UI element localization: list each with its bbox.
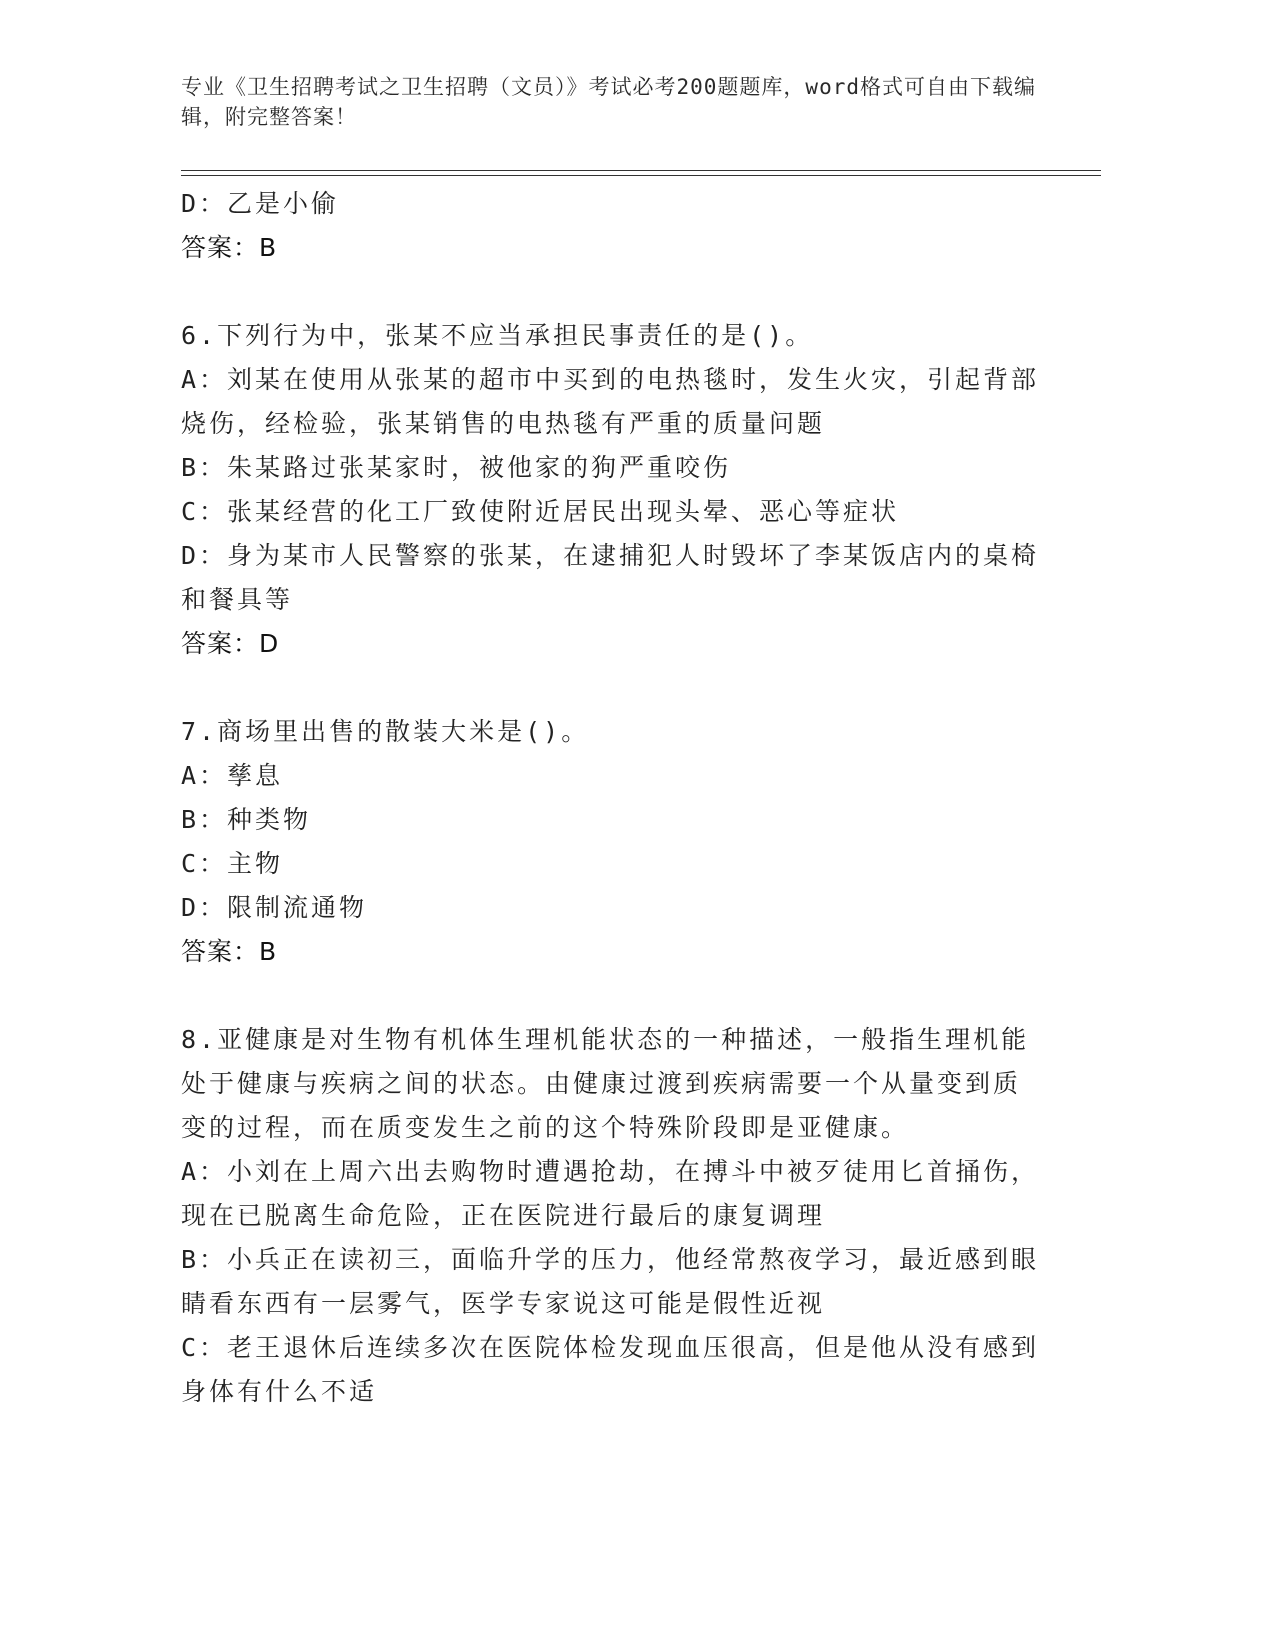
answer-line: 答案：B (181, 233, 278, 262)
document-header (181, 72, 1041, 132)
option-a: A：刘某在使用从张某的超市中买到的电热毯时，发生火灾，引起背部烧伤，经检验，张某销售的电热毯有严重的质量问题 (181, 365, 1040, 438)
question-stem: 6.下列行为中，张某不应当承担民事责任的是()。 (181, 321, 814, 350)
question-7 (181, 710, 1041, 974)
option-c: C：主物 (181, 849, 284, 878)
spacer (181, 974, 1041, 1018)
question-5-tail (181, 182, 1041, 270)
header-text: 专业《卫生招聘考试之卫生招聘（文员）》考试必考200题题库，word格式可自由下载编辑，附完整答案！ (181, 75, 1036, 129)
question-6 (181, 314, 1041, 666)
option-d: D：乙是小偷 (181, 189, 340, 218)
option-b: B：种类物 (181, 805, 312, 834)
spacer (181, 270, 1041, 314)
answer-line: 答案：D (181, 629, 280, 658)
answer-line: 答案：B (181, 937, 278, 966)
question-stem: 8.亚健康是对生物有机体生理机能状态的一种描述，一般指生理机能处于健康与疾病之间的状态。由健康过渡到疾病需要一个从量变到质变的过程，而在质变发生之前的这个特殊阶段即是亚健康。 (181, 1025, 1030, 1142)
option-c: C：张某经营的化工厂致使附近居民出现头晕、恶心等症状 (181, 497, 900, 526)
header-divider-top (181, 170, 1101, 171)
question-stem: 7.商场里出售的散装大米是()。 (181, 717, 590, 746)
question-content (181, 182, 1041, 1414)
header-divider-bottom (181, 175, 1101, 176)
option-b: B：朱某路过张某家时，被他家的狗严重咬伤 (181, 453, 732, 482)
spacer (181, 666, 1041, 710)
option-a: A：孳息 (181, 761, 284, 790)
question-8 (181, 1018, 1041, 1414)
option-c: C：老王退休后连续多次在医院体检发现血压很高，但是他从没有感到身体有什么不适 (181, 1333, 1040, 1406)
option-d: D：身为某市人民警察的张某，在逮捕犯人时毁坏了李某饭店内的桌椅和餐具等 (181, 541, 1040, 614)
option-d: D：限制流通物 (181, 893, 368, 922)
option-b: B：小兵正在读初三，面临升学的压力，他经常熬夜学习，最近感到眼睛看东西有一层雾气，医学专家说这可能是假性近视 (181, 1245, 1040, 1318)
option-a: A：小刘在上周六出去购物时遭遇抢劫，在搏斗中被歹徒用匕首捅伤，现在已脱离生命危险，正在医院进行最后的康复调理 (181, 1157, 1040, 1230)
